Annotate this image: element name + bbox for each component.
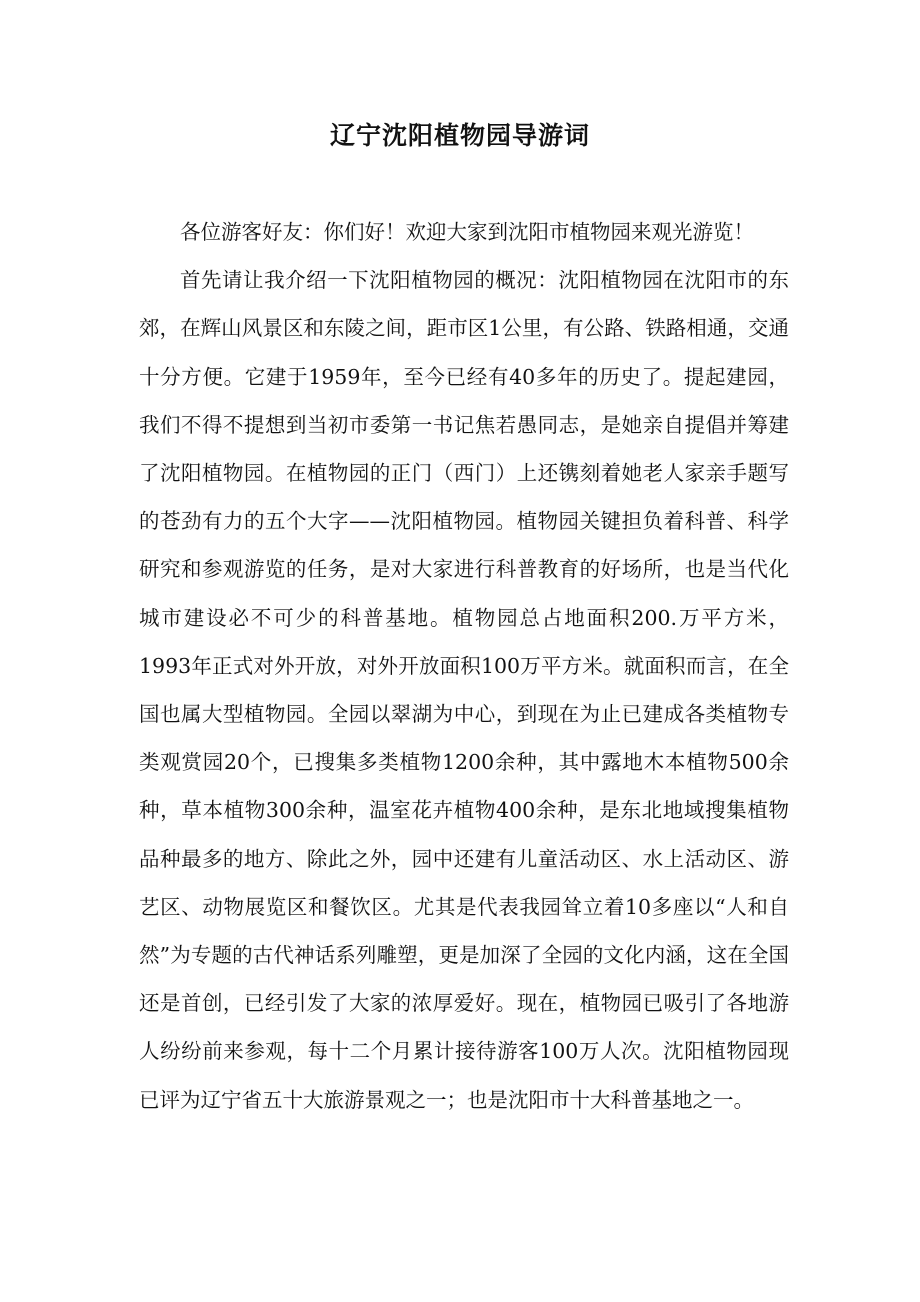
document-title: 辽宁沈阳植物园导游词 xyxy=(329,121,590,150)
document-body xyxy=(139,208,789,1124)
paragraph-overview: 首先请让我介绍一下沈阳植物园的概况：沈阳植物园在沈阳市的东郊，在辉山风景区和东陵之间，距市区1公里，有公路、铁路相通，交通十分方便。它建于1959年，至今已经有40多年的历史了。提起建园，我们不得不提想到当初市委第一书记焦若愚同志，是她亲自提倡并筹建了沈阳植物园。在植物园的正门（西门）上还镌刻着她老人家亲手题写的苍劲有力的五个大字——沈阳植物园。植物园关键担负着科普、科学研究和参观游览的任务，是对大家进行科普教育的好场所，也是当代化城市建设必不可少的科普基地。植物园总占地面积200.万平方米，1993年正式对外开放，对外开放面积100万平方米。就面积而言，在全国也属大型植物园。全园以翠湖为中心，到现在为止已建成各类植物专类观赏园20个，已搜集多类植物1200余种，其中露地木本植物500余种，草本植物300余种，温室花卉植物400余种，是东北地域搜集植物品种最多的地方、除此之外，园中还建有儿童活动区、水上活动区、游艺区、动物展览区和餐饮区。尤其是代表我园耸立着10多座以“人和自然”为专题的古代神话系列雕塑，更是加深了全园的文化内涵，这在全国还是首创，已经引发了大家的浓厚爱好。现在，植物园已吸引了各地游人纷纷前来参观，每十二个月累计接待游客100万人次。沈阳植物园现已评为辽宁省五十大旅游景观之一；也是沈阳市十大科普基地之一。 xyxy=(139,268,789,1112)
paragraph-greeting: 各位游客好友：你们好！欢迎大家到沈阳市植物园来观光游览！ xyxy=(180,220,754,244)
